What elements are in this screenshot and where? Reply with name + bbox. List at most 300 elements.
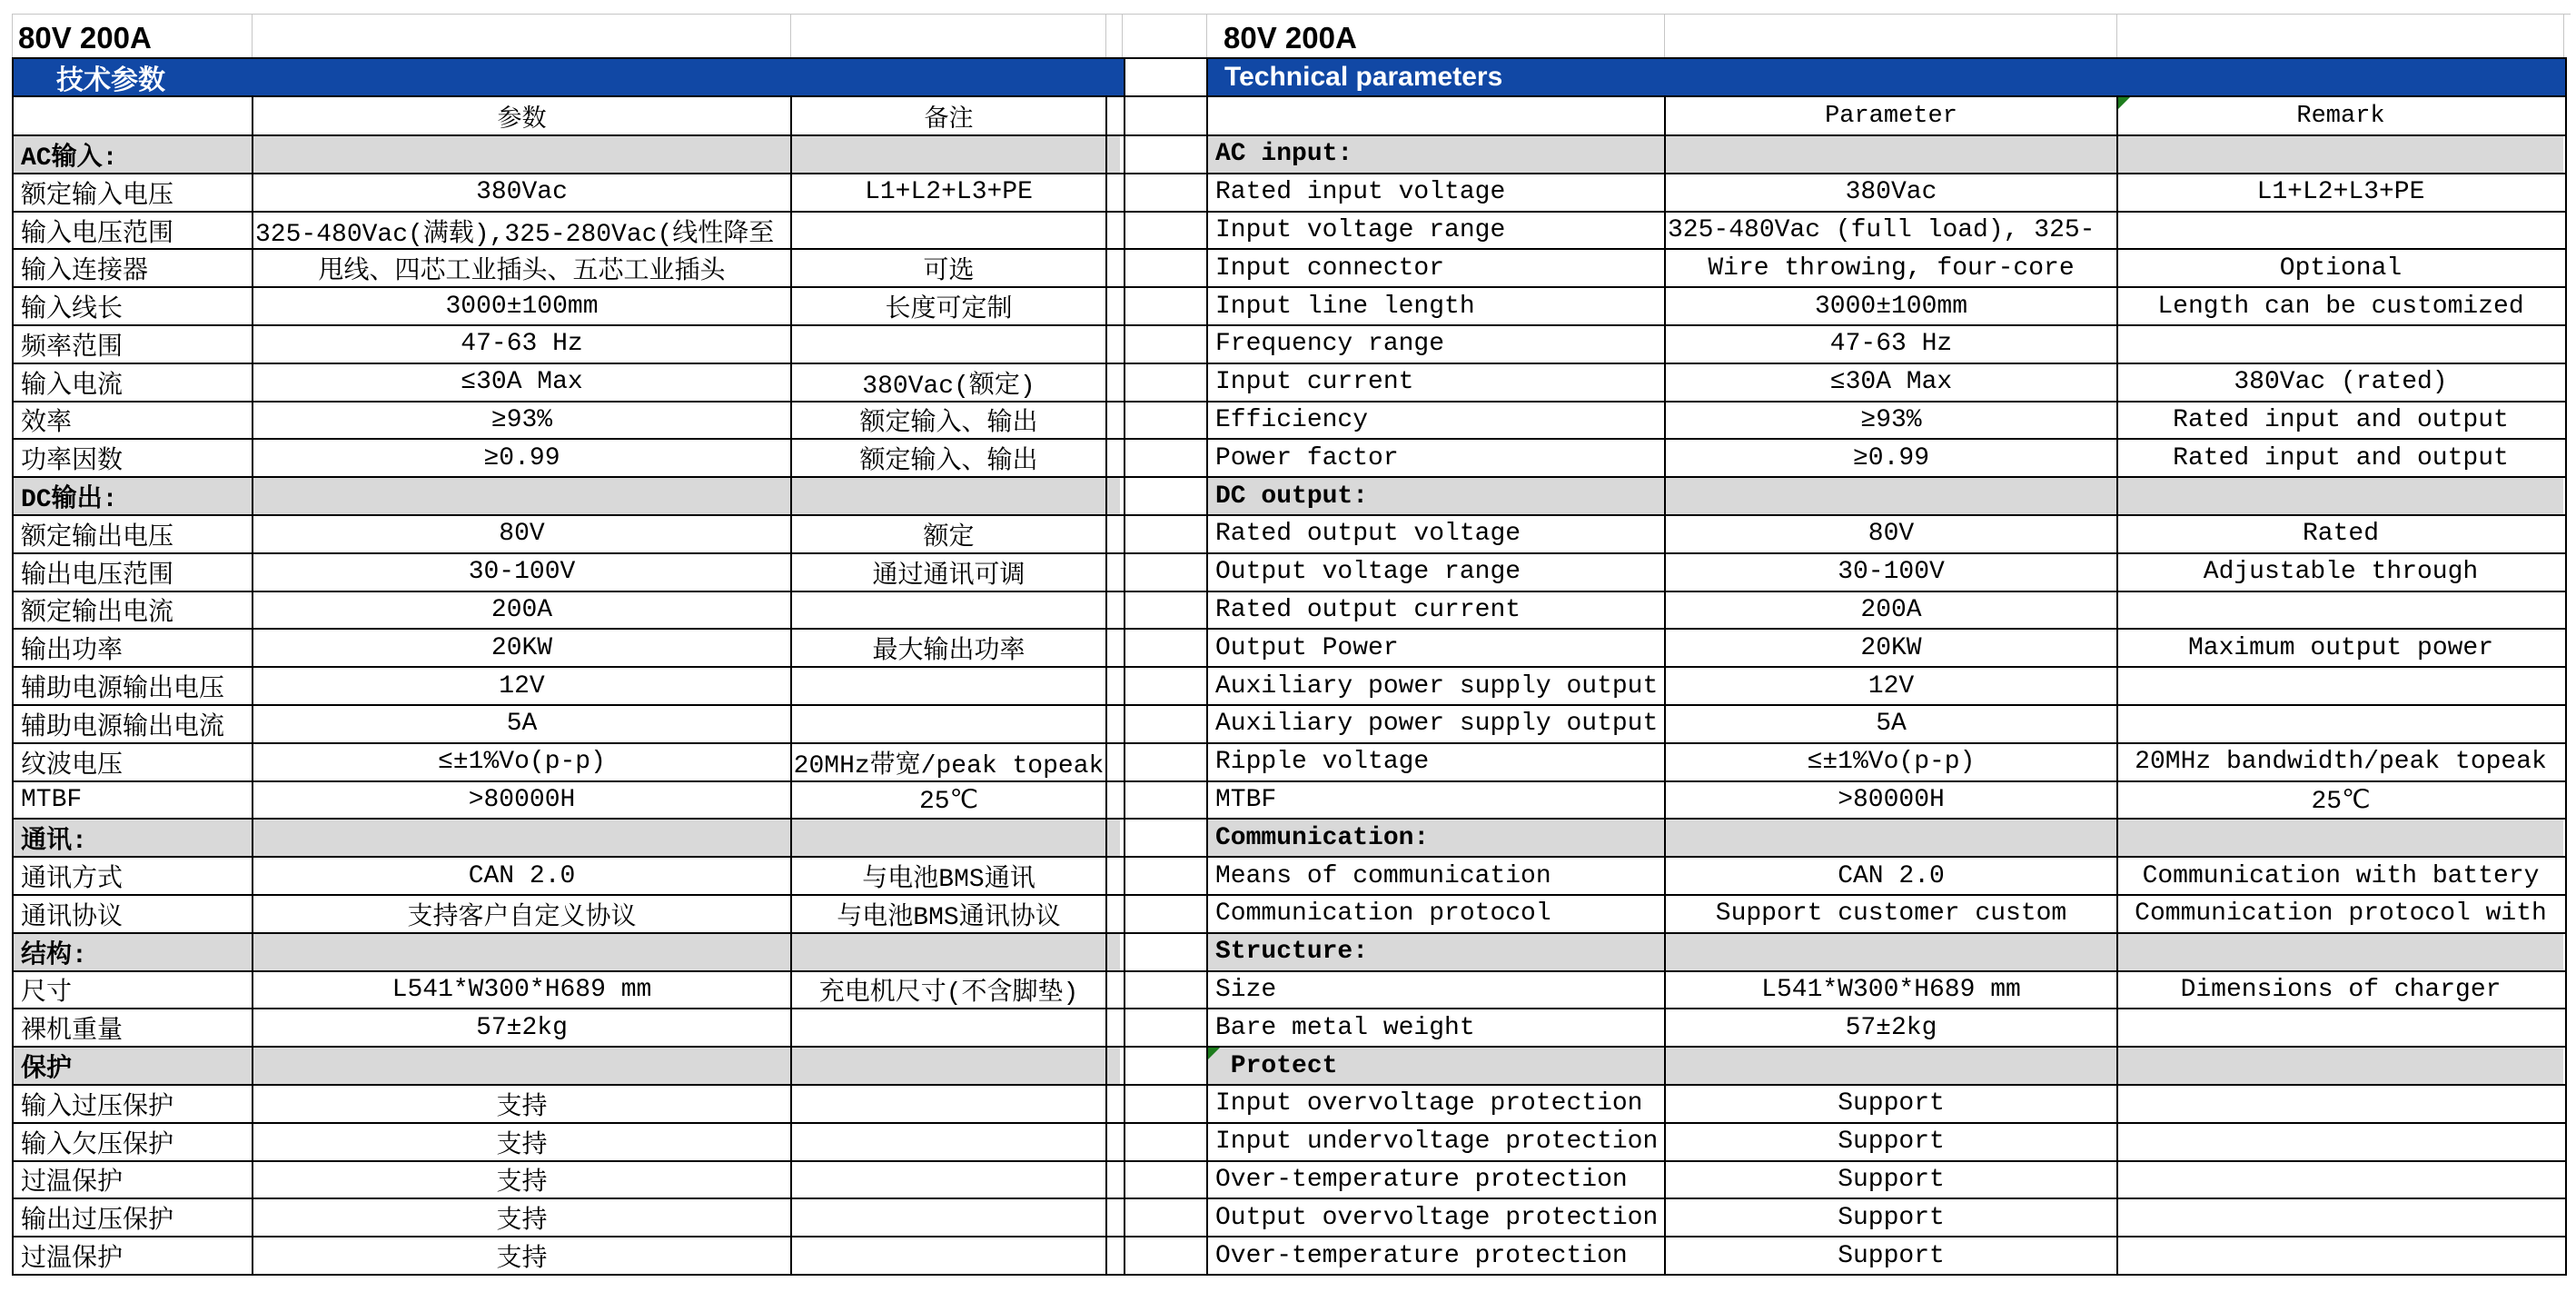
zh-table-row	[14, 401, 1124, 439]
row-remark-cell[interactable]: 380Vac(额定)	[792, 364, 1107, 401]
row-remark-cell[interactable]: 20MHz带宽/peak topeak	[792, 744, 1107, 780]
row-remark-cell[interactable]: 充电机尺寸(不含脚垫)	[792, 972, 1107, 1009]
row-remark-cell[interactable]: 通过通讯可调	[792, 554, 1107, 591]
en-table-row	[1208, 666, 2565, 704]
gridline	[2116, 14, 2117, 57]
row-value-cell[interactable]: 20KW	[1666, 630, 2118, 666]
row-remark-cell[interactable]	[792, 668, 1107, 704]
row-label-cell[interactable]: MTBF	[14, 782, 253, 819]
zh-table-row	[14, 742, 1124, 780]
zh-spare-cell[interactable]	[1107, 1162, 1120, 1198]
row-value-cell[interactable]: 57±2kg	[253, 1009, 792, 1046]
row-remark-cell[interactable]	[792, 1086, 1107, 1122]
zh-spare-cell[interactable]	[1107, 478, 1120, 514]
en-remark-column-header[interactable]	[2118, 97, 2563, 134]
row-value-cell[interactable]: 支持	[253, 1162, 792, 1198]
zh-spec-table	[12, 57, 1125, 1276]
row-remark-cell[interactable]	[2118, 1124, 2563, 1160]
row-value-cell[interactable]: 57±2kg	[1666, 1009, 2118, 1046]
row-value-cell[interactable]: Wire throwing, four-core	[1666, 250, 2118, 286]
cell-blank[interactable]	[253, 136, 792, 173]
row-value-cell[interactable]: 30-100V	[1666, 554, 2118, 591]
row-remark-cell[interactable]: Rated	[2118, 516, 2563, 552]
row-line	[1122, 970, 1206, 972]
row-label-cell[interactable]: Input voltage range	[1208, 213, 1666, 249]
row-value-cell[interactable]: 3000±100mm	[253, 288, 792, 324]
row-value-cell[interactable]: 5A	[253, 706, 792, 742]
row-value-cell[interactable]: >80000H	[253, 782, 792, 819]
row-remark-cell[interactable]	[2118, 326, 2563, 363]
section-label-cell[interactable]: Protect	[1208, 1048, 1666, 1084]
zh-spare-cell[interactable]	[1107, 592, 1120, 629]
row-remark-cell[interactable]: Rated input and output	[2118, 403, 2563, 439]
en-section-row	[1208, 134, 2565, 173]
row-label-cell[interactable]: Rated output voltage	[1208, 516, 1666, 552]
section-label-cell[interactable]: 通讯:	[14, 820, 253, 856]
en-table-row	[1208, 1236, 2565, 1274]
row-value-cell[interactable]: 30-100V	[253, 554, 792, 591]
zh-table-row	[14, 363, 1124, 401]
gridline	[2563, 14, 2564, 57]
row-remark-cell[interactable]: 与电池BMS通讯协议	[792, 896, 1107, 932]
row-label-cell[interactable]: 额定输出电流	[14, 592, 253, 629]
zh-param-column-header[interactable]: 参数	[253, 97, 792, 134]
row-value-cell[interactable]: 支持	[253, 1124, 792, 1160]
row-remark-cell[interactable]: Communication protocol with	[2118, 896, 2563, 932]
row-label-cell[interactable]: Output overvoltage protection	[1208, 1199, 1666, 1236]
zh-banner-label: 技术参数	[56, 65, 165, 95]
gridline	[252, 14, 253, 57]
row-label-cell[interactable]: 输入欠压保护	[14, 1124, 253, 1160]
row-label-cell[interactable]: 效率	[14, 403, 253, 439]
row-remark-cell[interactable]: 25℃	[792, 782, 1107, 819]
gridline	[790, 14, 791, 57]
en-table-row	[1208, 1008, 2565, 1046]
cell-blank[interactable]	[2118, 934, 2563, 970]
row-remark-cell[interactable]: 额定输入、输出	[792, 403, 1107, 439]
en-table-row	[1208, 1160, 2565, 1198]
row-label-cell[interactable]: Auxiliary power supply output	[1208, 706, 1666, 742]
row-remark-cell[interactable]	[2118, 1237, 2563, 1274]
row-remark-cell[interactable]	[792, 326, 1107, 363]
en-section-row	[1208, 932, 2565, 970]
row-remark-cell[interactable]: 额定输入、输出	[792, 440, 1107, 476]
section-label-cell[interactable]: Structure:	[1208, 934, 1666, 970]
row-label-cell[interactable]: 频率范围	[14, 326, 253, 363]
en-param-column-header[interactable]: Parameter	[1666, 97, 2118, 134]
row-value-cell[interactable]: 200A	[253, 592, 792, 629]
row-label-cell[interactable]: 输入线长	[14, 288, 253, 324]
en-table-row	[1208, 552, 2565, 591]
row-remark-cell[interactable]: L1+L2+L3+PE	[2118, 174, 2563, 211]
row-remark-cell[interactable]	[792, 706, 1107, 742]
section-label-cell[interactable]: Communication:	[1208, 820, 1666, 856]
row-remark-cell[interactable]	[2118, 1162, 2563, 1198]
zh-table-row	[14, 438, 1124, 476]
row-remark-cell[interactable]	[792, 592, 1107, 629]
row-label-cell[interactable]: Input overvoltage protection	[1208, 1086, 1666, 1122]
row-label-cell[interactable]: Output voltage range	[1208, 554, 1666, 591]
cell-blank[interactable]	[2118, 1048, 2563, 1084]
en-table-row	[1208, 628, 2565, 666]
en-corner-cell[interactable]	[1208, 97, 1666, 134]
row-value-cell[interactable]: 325-480Vac(满载),325-280Vac(线性降至	[253, 213, 792, 249]
row-value-cell[interactable]: ≤±1%Vo(p-p)	[1666, 744, 2118, 780]
row-label-cell[interactable]: Over-temperature protection	[1208, 1237, 1666, 1274]
en-banner-label: Technical parameters	[1224, 62, 1503, 92]
row-value-cell[interactable]: 支持	[253, 1199, 792, 1236]
row-remark-cell[interactable]	[2118, 1009, 2563, 1046]
row-label-cell[interactable]: Input connector	[1208, 250, 1666, 286]
row-remark-cell[interactable]: 长度可定制	[792, 288, 1107, 324]
zh-spare-cell[interactable]	[1107, 174, 1120, 211]
en-section-row	[1208, 476, 2565, 514]
zh-spare-cell[interactable]	[1107, 896, 1120, 932]
section-label-cell[interactable]: AC input:	[1208, 136, 1666, 173]
row-remark-cell[interactable]: 380Vac (rated)	[2118, 364, 2563, 401]
cell-blank[interactable]	[792, 1048, 1107, 1084]
zh-spare-cell[interactable]	[1107, 782, 1120, 819]
cell-blank[interactable]	[253, 478, 792, 514]
cell-blank[interactable]	[1666, 820, 2118, 856]
row-value-cell[interactable]: 20KW	[253, 630, 792, 666]
row-label-cell[interactable]: Input line length	[1208, 288, 1666, 324]
row-remark-cell[interactable]: Maximum output power	[2118, 630, 2563, 666]
row-value-cell[interactable]: 甩线、四芯工业插头、五芯工业插头	[253, 250, 792, 286]
zh-section-row	[14, 1046, 1124, 1084]
gridline	[1105, 14, 1106, 57]
row-label-cell[interactable]: 输入过压保护	[14, 1086, 253, 1122]
row-label-cell[interactable]: Over-temperature protection	[1208, 1162, 1666, 1198]
row-line	[1122, 666, 1206, 668]
row-remark-cell[interactable]: Communication with battery	[2118, 858, 2563, 894]
row-remark-cell[interactable]	[2118, 592, 2563, 629]
row-line	[1122, 1008, 1206, 1009]
section-label-cell[interactable]: DC output:	[1208, 478, 1666, 514]
cell-blank[interactable]	[792, 820, 1107, 856]
row-label-cell[interactable]: 纹波电压	[14, 744, 253, 780]
row-label-cell[interactable]: 输出电压范围	[14, 554, 253, 591]
zh-spare-cell[interactable]	[1107, 1237, 1120, 1274]
row-value-cell[interactable]: ≥0.99	[253, 440, 792, 476]
zh-spare-cell[interactable]	[1107, 668, 1120, 704]
row-remark-cell[interactable]	[2118, 1086, 2563, 1122]
zh-spare-cell[interactable]	[1107, 326, 1120, 363]
row-line	[1122, 173, 1206, 174]
cell-blank[interactable]	[1666, 478, 2118, 514]
zh-spare-cell[interactable]	[1107, 706, 1120, 742]
cell-blank[interactable]	[792, 136, 1107, 173]
cell-blank[interactable]	[1666, 1048, 2118, 1084]
row-value-cell[interactable]: Support customer custom	[1666, 896, 2118, 932]
row-remark-cell[interactable]	[2118, 1199, 2563, 1236]
zh-spare-cell[interactable]	[1107, 213, 1120, 249]
row-value-cell[interactable]: Support	[1666, 1162, 2118, 1198]
zh-table-row	[14, 211, 1124, 249]
row-line	[1122, 57, 1206, 59]
row-value-cell[interactable]: 支持客户自定义协议	[253, 896, 792, 932]
row-label-cell[interactable]: 额定输出电压	[14, 516, 253, 552]
row-value-cell[interactable]: CAN 2.0	[1666, 858, 2118, 894]
row-line	[1122, 438, 1206, 440]
zh-spare-cell[interactable]	[1107, 288, 1120, 324]
row-remark-cell[interactable]: L1+L2+L3+PE	[792, 174, 1107, 211]
row-line	[1122, 932, 1206, 934]
zh-spare-cell[interactable]	[1107, 820, 1120, 856]
zh-spare-cell[interactable]	[1107, 630, 1120, 666]
zh-spare-cell[interactable]	[1107, 1199, 1120, 1236]
en-table-row	[1208, 704, 2565, 742]
row-remark-cell[interactable]	[792, 1237, 1107, 1274]
row-value-cell[interactable]: ≥0.99	[1666, 440, 2118, 476]
row-remark-cell[interactable]: Length can be customized	[2118, 288, 2563, 324]
row-line	[1122, 780, 1206, 782]
zh-table-row	[14, 970, 1124, 1009]
row-value-cell[interactable]: ≥93%	[1666, 403, 2118, 439]
cell-blank[interactable]	[253, 934, 792, 970]
row-remark-cell[interactable]	[792, 1162, 1107, 1198]
section-label-cell[interactable]: AC输入:	[14, 136, 253, 173]
row-remark-cell[interactable]: Rated input and output	[2118, 440, 2563, 476]
cell-blank[interactable]	[1666, 136, 2118, 173]
zh-section-row	[14, 134, 1124, 173]
row-label-cell[interactable]: 通讯方式	[14, 858, 253, 894]
cell-blank[interactable]	[792, 478, 1107, 514]
en-table-row	[1208, 248, 2565, 286]
zh-table-row	[14, 173, 1124, 211]
zh-spare-cell[interactable]	[1107, 858, 1120, 894]
zh-table-banner[interactable]	[14, 59, 1124, 95]
zh-spare-cell[interactable]	[1107, 403, 1120, 439]
row-value-cell[interactable]: Support	[1666, 1124, 2118, 1160]
row-value-cell[interactable]: 80V	[1666, 516, 2118, 552]
en-table-row	[1208, 401, 2565, 439]
en-sheet-title[interactable]: 80V 200A	[1224, 21, 1357, 55]
section-label-cell[interactable]: 保护	[14, 1048, 253, 1084]
row-label-cell[interactable]: Output Power	[1208, 630, 1666, 666]
row-remark-cell[interactable]: 可选	[792, 250, 1107, 286]
row-label-cell[interactable]: MTBF	[1208, 782, 1666, 819]
en-remark-header-label: Remark	[2296, 102, 2385, 130]
zh-spare-cell[interactable]	[1107, 554, 1120, 591]
row-remark-cell[interactable]	[792, 213, 1107, 249]
row-remark-cell[interactable]	[2118, 213, 2563, 249]
row-label-cell[interactable]: 输出过压保护	[14, 1199, 253, 1236]
row-line	[1122, 363, 1206, 364]
row-value-cell[interactable]: ≥93%	[253, 403, 792, 439]
gridline	[12, 14, 13, 57]
row-label-cell[interactable]: Size	[1208, 972, 1666, 1009]
row-line	[1122, 628, 1206, 630]
row-remark-cell[interactable]: 25℃	[2118, 782, 2563, 819]
row-value-cell[interactable]: 3000±100mm	[1666, 288, 2118, 324]
zh-table-row	[14, 591, 1124, 629]
row-value-cell[interactable]: Support	[1666, 1199, 2118, 1236]
en-table-row	[1208, 438, 2565, 476]
zh-table-row	[14, 1236, 1124, 1274]
row-label-cell[interactable]: 过温保护	[14, 1237, 253, 1274]
zh-table-row	[14, 1008, 1124, 1046]
row-value-cell[interactable]: 47-63 Hz	[1666, 326, 2118, 363]
row-label-cell[interactable]: Communication protocol	[1208, 896, 1666, 932]
en-table-row	[1208, 1122, 2565, 1160]
row-label-cell[interactable]: Auxiliary power supply output	[1208, 668, 1666, 704]
row-value-cell[interactable]: 支持	[253, 1237, 792, 1274]
zh-corner-cell[interactable]	[14, 97, 253, 134]
row-label-cell[interactable]: 输出功率	[14, 630, 253, 666]
row-value-cell[interactable]: ≤30A Max	[253, 364, 792, 401]
row-label-cell[interactable]: 功率因数	[14, 440, 253, 476]
row-value-cell[interactable]: CAN 2.0	[253, 858, 792, 894]
cell-blank[interactable]	[2118, 820, 2563, 856]
row-label-cell[interactable]: 输入电压范围	[14, 213, 253, 249]
row-remark-cell[interactable]	[792, 1199, 1107, 1236]
row-value-cell[interactable]: 380Vac	[253, 174, 792, 211]
row-value-cell[interactable]: Support	[1666, 1237, 2118, 1274]
row-value-cell[interactable]: L541*W300*H689 mm	[1666, 972, 2118, 1009]
zh-spare-cell[interactable]	[1107, 440, 1120, 476]
en-table-row	[1208, 1084, 2565, 1122]
row-value-cell[interactable]: 200A	[1666, 592, 2118, 629]
row-remark-cell[interactable]	[2118, 668, 2563, 704]
row-remark-cell[interactable]	[2118, 706, 2563, 742]
row-label-cell[interactable]: 输入连接器	[14, 250, 253, 286]
zh-spare-cell[interactable]	[1107, 1048, 1120, 1084]
row-label-cell[interactable]: 通讯协议	[14, 896, 253, 932]
zh-spare-cell[interactable]	[1107, 934, 1120, 970]
row-label-cell[interactable]: 额定输入电压	[14, 174, 253, 211]
cell-blank[interactable]	[1666, 934, 2118, 970]
en-table-row	[1208, 211, 2565, 249]
zh-spare-cell[interactable]	[1107, 1124, 1120, 1160]
row-remark-cell[interactable]: Optional	[2118, 250, 2563, 286]
zh-table-row	[14, 514, 1124, 552]
en-column-header-row	[1208, 95, 2565, 134]
en-table-body	[1208, 134, 2565, 1274]
en-table-row	[1208, 324, 2565, 363]
section-label-cell[interactable]: 结构:	[14, 934, 253, 970]
row-label-cell[interactable]: 辅助电源输出电压	[14, 668, 253, 704]
row-value-cell[interactable]: >80000H	[1666, 782, 2118, 819]
zh-table-row	[14, 894, 1124, 932]
row-label-cell[interactable]: Input undervoltage protection	[1208, 1124, 1666, 1160]
row-remark-cell[interactable]: 20MHz bandwidth/peak topeak	[2118, 744, 2563, 780]
row-value-cell[interactable]: 325-480Vac (full load), 325-	[1666, 213, 2118, 249]
row-label-cell[interactable]: 输入电流	[14, 364, 253, 401]
zh-remark-column-header[interactable]: 备注	[792, 97, 1107, 134]
en-table-banner[interactable]	[1208, 59, 2565, 95]
row-line	[1122, 818, 1206, 820]
en-spec-table	[1206, 57, 2567, 1276]
row-line	[1122, 704, 1206, 706]
row-value-cell[interactable]: L541*W300*H689 mm	[253, 972, 792, 1009]
cell-blank[interactable]	[2118, 136, 2563, 173]
row-line	[1122, 286, 1206, 288]
row-remark-cell[interactable]	[792, 1124, 1107, 1160]
row-label-cell[interactable]: Bare metal weight	[1208, 1009, 1666, 1046]
zh-table-row	[14, 286, 1124, 324]
row-label-cell[interactable]: 过温保护	[14, 1162, 253, 1198]
zh-column-header-row	[14, 95, 1124, 134]
zh-spare-cell[interactable]	[1107, 972, 1120, 1009]
row-line	[1122, 324, 1206, 326]
zh-table-row	[14, 324, 1124, 363]
zh-spare-cell[interactable]	[1107, 1009, 1120, 1046]
row-label-cell[interactable]: Rated input voltage	[1208, 174, 1666, 211]
zh-spare-cell[interactable]	[1107, 1086, 1120, 1122]
row-label-cell[interactable]: Power factor	[1208, 440, 1666, 476]
row-label-cell[interactable]: 尺寸	[14, 972, 253, 1009]
row-remark-cell[interactable]: Adjustable through	[2118, 554, 2563, 591]
zh-table-row	[14, 248, 1124, 286]
zh-table-row	[14, 704, 1124, 742]
zh-spare-cell[interactable]	[1107, 97, 1120, 134]
row-line	[1122, 894, 1206, 896]
cell-blank[interactable]	[792, 934, 1107, 970]
row-remark-cell[interactable]: 最大输出功率	[792, 630, 1107, 666]
row-label-cell[interactable]: Ripple voltage	[1208, 744, 1666, 780]
row-value-cell[interactable]: 47-63 Hz	[253, 326, 792, 363]
zh-spare-cell[interactable]	[1107, 516, 1120, 552]
zh-spare-cell[interactable]	[1107, 250, 1120, 286]
zh-spare-cell[interactable]	[1107, 364, 1120, 401]
row-remark-cell[interactable]	[792, 1009, 1107, 1046]
row-line	[1122, 1236, 1206, 1237]
row-remark-cell[interactable]: Dimensions of charger	[2118, 972, 2563, 1009]
zh-table-row	[14, 856, 1124, 894]
row-label-cell[interactable]: Means of communication	[1208, 858, 1666, 894]
en-table-row	[1208, 514, 2565, 552]
row-line	[1122, 742, 1206, 744]
row-value-cell[interactable]: ≤30A Max	[1666, 364, 2118, 401]
row-value-cell[interactable]: 80V	[253, 516, 792, 552]
row-remark-cell[interactable]: 与电池BMS通讯	[792, 858, 1107, 894]
row-line	[1122, 1084, 1206, 1086]
row-line	[1122, 1198, 1206, 1199]
en-table-row	[1208, 286, 2565, 324]
cell-blank[interactable]	[253, 820, 792, 856]
en-table-row	[1208, 970, 2565, 1009]
zh-sheet-title[interactable]: 80V 200A	[18, 21, 152, 55]
row-label-cell[interactable]: Input current	[1208, 364, 1666, 401]
row-value-cell[interactable]: 380Vac	[1666, 174, 2118, 211]
row-value-cell[interactable]: ≤±1%Vo(p-p)	[253, 744, 792, 780]
zh-spare-cell[interactable]	[1107, 136, 1120, 173]
section-label-cell[interactable]: DC输出:	[14, 478, 253, 514]
row-label-cell[interactable]: Efficiency	[1208, 403, 1666, 439]
row-value-cell[interactable]: 支持	[253, 1086, 792, 1122]
gridline	[12, 14, 2571, 15]
zh-table-row	[14, 552, 1124, 591]
zh-spare-cell[interactable]	[1107, 744, 1120, 780]
row-label-cell[interactable]: 裸机重量	[14, 1009, 253, 1046]
row-label-cell[interactable]: 辅助电源输出电流	[14, 706, 253, 742]
row-value-cell[interactable]: Support	[1666, 1086, 2118, 1122]
en-section-row	[1208, 1046, 2565, 1084]
cell-blank[interactable]	[253, 1048, 792, 1084]
row-label-cell[interactable]: Frequency range	[1208, 326, 1666, 363]
row-remark-cell[interactable]: 额定	[792, 516, 1107, 552]
cell-blank[interactable]	[2118, 478, 2563, 514]
en-table-row	[1208, 363, 2565, 401]
zh-table-row	[14, 1198, 1124, 1236]
row-label-cell[interactable]: Rated output current	[1208, 592, 1666, 629]
row-value-cell[interactable]: 5A	[1666, 706, 2118, 742]
gridline	[1206, 14, 1207, 57]
row-value-cell[interactable]: 12V	[1666, 668, 2118, 704]
en-table-row	[1208, 173, 2565, 211]
row-value-cell[interactable]: 12V	[253, 668, 792, 704]
